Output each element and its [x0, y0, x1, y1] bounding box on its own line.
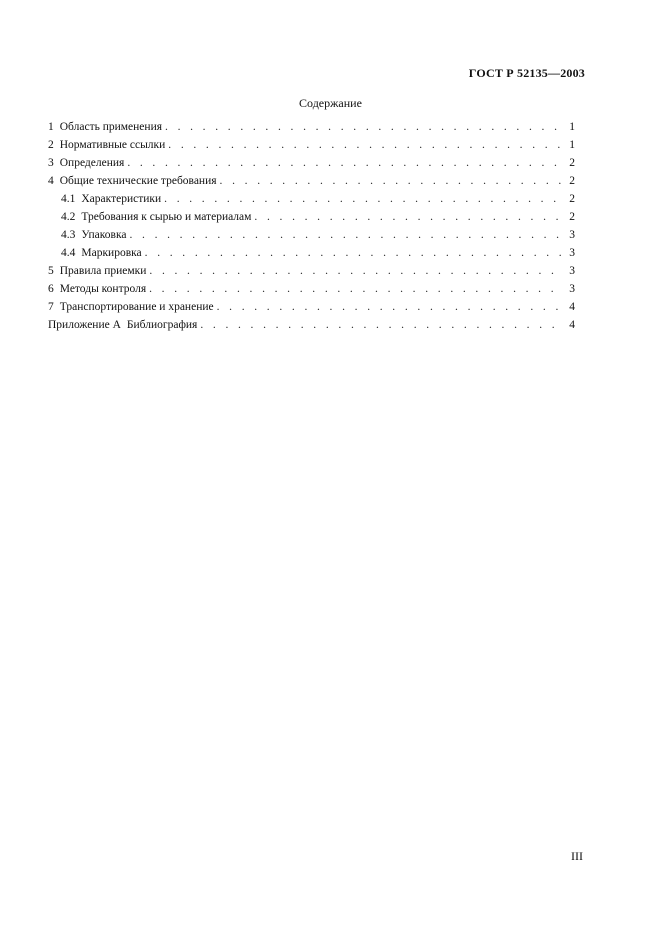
toc-title: Содержание	[299, 96, 362, 110]
toc-entry-label: Определения	[59, 157, 125, 169]
toc-entry-number: 4.3	[61, 229, 76, 241]
toc-entry	[48, 121, 575, 139]
toc-entry-page: 1	[569, 139, 575, 151]
toc-entry-label: Общие технические требования	[59, 175, 217, 187]
toc-entry-page: 3	[569, 229, 575, 241]
toc-dot-leader	[127, 157, 564, 169]
toc-entry	[48, 301, 575, 319]
toc-entry-number: 1	[48, 121, 54, 133]
toc-dot-leader	[129, 229, 564, 241]
toc-entry	[48, 139, 575, 157]
toc-entry	[48, 265, 575, 283]
toc-entry	[48, 247, 575, 265]
toc-entry-label: Нормативные ссылки	[59, 139, 166, 151]
toc-entry-page: 4	[569, 319, 575, 331]
toc-entry-number: 4.2	[61, 211, 76, 223]
toc-entry-page: 4	[569, 301, 575, 313]
toc-entry-label: Маркировка	[81, 247, 142, 259]
toc-dot-leader	[254, 211, 564, 223]
toc-dot-leader	[217, 301, 564, 313]
toc-entry-label: Правила приемки	[59, 265, 147, 277]
toc-entry-page: 2	[569, 193, 575, 205]
toc-entry-page: 3	[569, 247, 575, 259]
toc-entry-label: Библиография	[126, 319, 198, 331]
toc-dot-leader	[145, 247, 564, 259]
toc-entry-page: 3	[569, 283, 575, 295]
toc-entry-label: Упаковка	[81, 229, 127, 241]
toc-dot-leader	[200, 319, 564, 331]
toc-entry-label: Область применения	[59, 121, 163, 133]
toc-dot-leader	[149, 265, 564, 277]
toc-dot-leader	[164, 193, 564, 205]
toc-dot-leader	[165, 121, 564, 133]
toc-dot-leader	[168, 139, 564, 151]
toc-entry-number: 5	[48, 265, 54, 277]
toc-entry-number: 7	[48, 301, 54, 313]
toc-entry-page: 2	[569, 175, 575, 187]
toc-entry-label: Транспортирование и хранение	[59, 301, 214, 313]
toc-entry-number: 3	[48, 157, 54, 169]
toc-entry	[48, 319, 575, 337]
toc-entry	[48, 283, 575, 301]
toc-entry	[48, 211, 575, 229]
toc-dot-leader	[220, 175, 564, 187]
toc-entry-label: Требования к сырью и материалам	[81, 211, 252, 223]
page-number: III	[571, 849, 583, 863]
toc-entry-number: 6	[48, 283, 54, 295]
toc-entry-number: 4.1	[61, 193, 76, 205]
toc-entry	[48, 193, 575, 211]
toc-entry-page: 2	[569, 211, 575, 223]
toc-entry	[48, 229, 575, 247]
toc-entry-number: Приложение А	[48, 319, 121, 331]
toc-dot-leader	[149, 283, 564, 295]
toc-entry-page: 1	[569, 121, 575, 133]
toc-entry-number: 4.4	[61, 247, 76, 259]
toc-entry-number: 2	[48, 139, 54, 151]
toc-entry-number: 4	[48, 175, 54, 187]
toc-entry-label: Характеристики	[81, 193, 162, 205]
toc-entry-page: 2	[569, 157, 575, 169]
toc-entry-label: Методы контроля	[59, 283, 147, 295]
toc-entry-page: 3	[569, 265, 575, 277]
document-code: ГОСТ Р 52135—2003	[468, 66, 585, 80]
table-of-contents	[48, 121, 575, 337]
toc-entry	[48, 157, 575, 175]
toc-entry	[48, 175, 575, 193]
